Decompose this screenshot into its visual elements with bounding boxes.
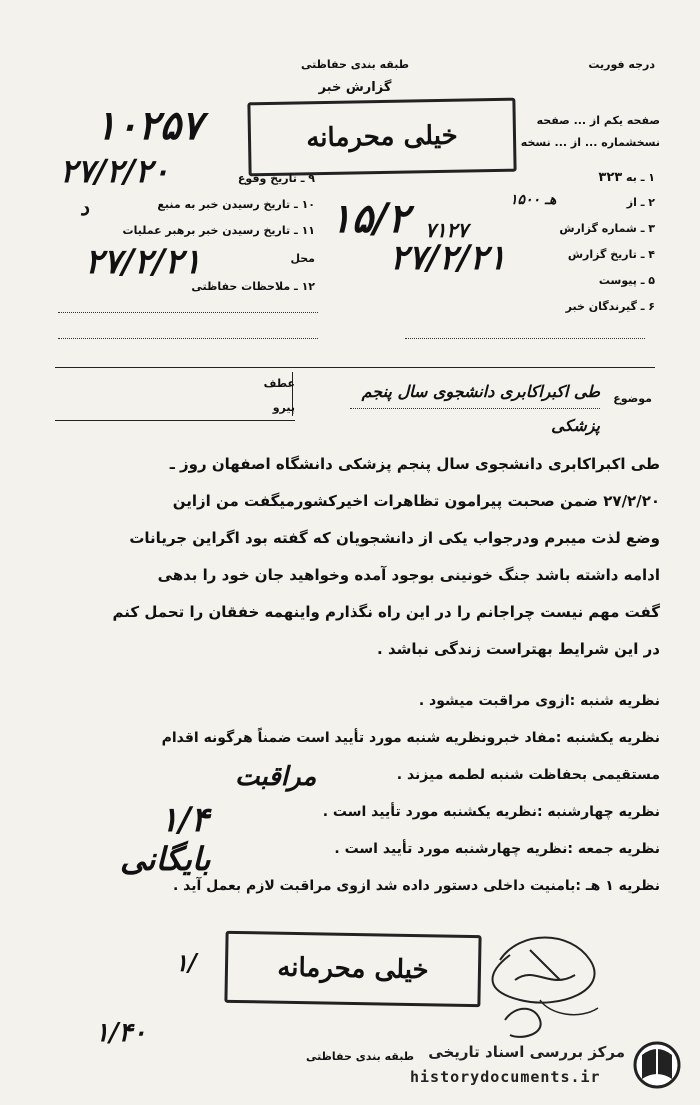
- subject-label: موضوع: [613, 392, 652, 405]
- right-field-2-value: ۱۵۰۰ هـ: [510, 192, 557, 208]
- copy-label: نسخشماره ... از ... نسخه: [520, 136, 660, 149]
- left-field-10: ۱۰ ـ تاریخ رسیدن خبر به منبع: [157, 198, 315, 211]
- atf-label: عطف: [263, 377, 295, 390]
- body-line: گفت مهم نیست چراجانم را در این راه نگذارم واینهمه خفقان را تحمل کنم: [112, 603, 660, 621]
- right-field-6: ۶ ـ گیرندگان خبر: [565, 300, 655, 313]
- handwritten-location-date: ۲۷/۲/۲۱: [85, 242, 202, 282]
- right-field-3: ۳ ـ شماره گزارش: [559, 222, 655, 235]
- opinion-line: نظریه جمعه :نظریه چهارشنبه مورد تأیید است .: [334, 841, 660, 857]
- report-title: گزارش خبر: [318, 80, 392, 95]
- handwritten-side-number: ۱۵/۲: [330, 195, 410, 242]
- handwritten-bottom-left: ۱/۴۰: [95, 1018, 147, 1048]
- confidential-stamp-top: خیلی محرمانه: [247, 98, 516, 177]
- subject-text-line2: پزشکی: [551, 416, 600, 435]
- right-field-2: ۲ ـ از: [626, 196, 655, 209]
- body-line: ادامه داشته باشد جنگ خونینی بوجود آمده وخواهید جان خود را بدهی: [157, 566, 660, 584]
- opinion-line: مستقیمی بحفاظت شنبه لطمه میزند .: [396, 767, 660, 783]
- handwritten-note-3: بایگانی: [120, 840, 211, 878]
- body-line: وضع لذت میبرم ودرجواب یکی از دانشجویان که گفته بود اگراین جریانات: [129, 529, 660, 547]
- right-field-1: ۱ ـ به ۳۲۳: [598, 170, 655, 185]
- opinion-line: نظریه چهارشنبه :نظریه یکشنبه مورد تأیید است .: [322, 804, 660, 820]
- left-field-12: ۱۲ ـ ملاحظات حفاظتی: [191, 280, 315, 293]
- opinions-section: [40, 693, 660, 915]
- body-line: ۲۷/۲/۲۰ ضمن صحبت پیرامون تظاهرات اخیرکشورمیگفت من ازاین: [172, 492, 660, 510]
- report-number-value: ۷۱۲۷: [425, 218, 468, 242]
- opinion-line: نظریه ۱ هـ :بامنیت داخلی دستور داده شد ازوی مراقبت لازم بعمل آید .: [172, 878, 660, 894]
- stamp-side-mark: ۱/: [175, 948, 197, 977]
- date-source-value: د: [80, 196, 89, 220]
- archive-logo-icon: [630, 1035, 685, 1095]
- right-field-5: ۵ ـ پیوست: [598, 274, 655, 287]
- priority-label: درجه فوریت: [588, 58, 655, 71]
- classification-bottom: طبقه بندی حفاظتی: [305, 1050, 415, 1063]
- page-label: صفحه یکم از ... صفحه: [536, 114, 660, 127]
- opinion-line: نظریه شنبه :ازوی مراقبت میشود .: [418, 693, 660, 709]
- left-field-11: ۱۱ ـ تاریخ رسیدن خبر برهبر عملیات: [122, 224, 315, 237]
- subject-text: طی اکبراکابری دانشجوی سال پنجم: [361, 382, 600, 401]
- date-occurrence-value: ۲۷/۲/۲۰: [60, 152, 170, 190]
- right-field-4: ۴ ـ تاریخ گزارش: [567, 248, 655, 261]
- handwritten-reference-number: ۱۰۲۵۷: [95, 102, 203, 149]
- body-line: طی اکبراکابری دانشجوی سال پنجم پزشکی دانشگاه اصفهان روز ـ: [169, 455, 660, 473]
- opinion-line: نظریه یکشنبه :مفاد خبرونظریه شنبه مورد تأیید است ضمناً هرگونه اقدام: [161, 730, 660, 746]
- handwritten-note-2: ۱/۴: [160, 800, 209, 840]
- left-field-9: ۹ ـ تاریخ وقوع: [237, 172, 315, 185]
- handwritten-note-1: مراقبت: [235, 762, 317, 792]
- classification-top: طبقه بندی حفاظتی: [300, 58, 410, 71]
- confidential-stamp-bottom: خیلی محرمانه: [224, 931, 481, 1007]
- body-line: در این شرایط بهتراست زندگی نباشد .: [377, 640, 660, 658]
- watermark-text: مرکز بررسی اسناد تاریخی: [428, 1043, 625, 1061]
- report-date-value: ۲۷/۲/۲۱: [390, 238, 507, 278]
- report-body: [60, 455, 660, 677]
- peyro-label: پیرو: [272, 401, 295, 414]
- watermark-url: historydocuments.ir: [410, 1068, 601, 1086]
- left-field-location: محل: [290, 252, 315, 265]
